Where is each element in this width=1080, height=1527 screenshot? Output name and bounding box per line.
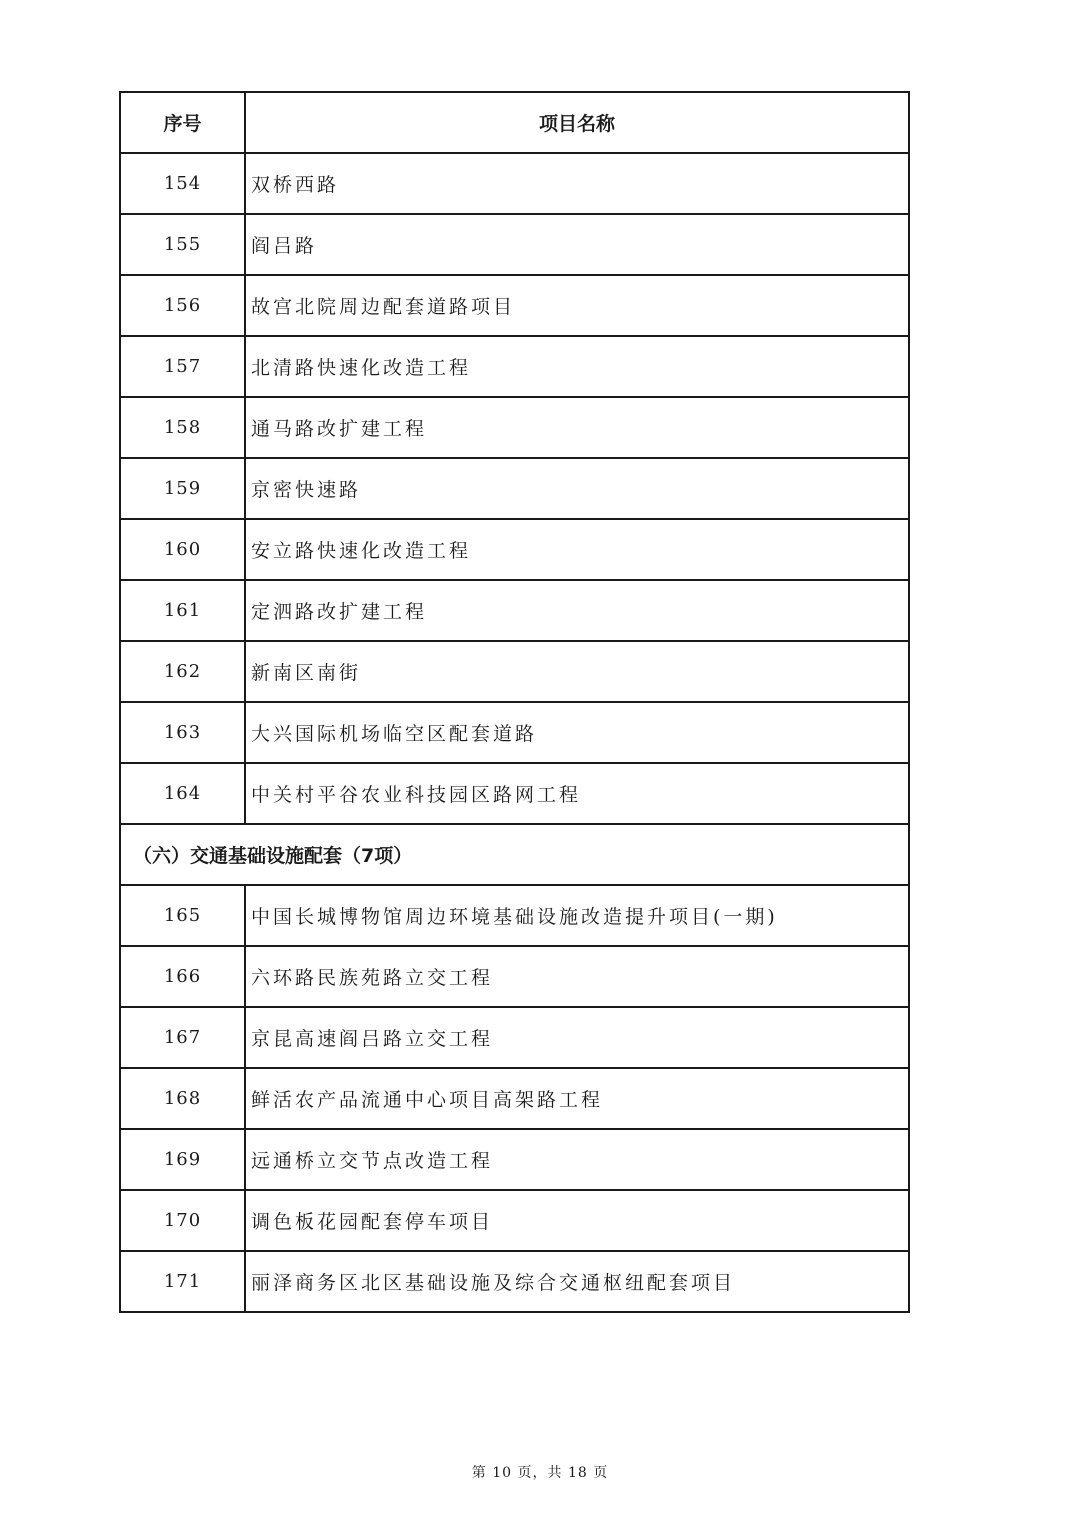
row-number: 163 — [120, 702, 245, 763]
row-project-name: 京昆高速阎吕路立交工程 — [245, 1007, 909, 1068]
table-row — [120, 580, 909, 641]
table-row — [120, 1129, 909, 1190]
header-project-name: 项目名称 — [245, 92, 909, 153]
row-number: 154 — [120, 153, 245, 214]
table-body-after-section — [120, 885, 909, 1312]
table-row — [120, 885, 909, 946]
table-row — [120, 458, 909, 519]
row-number: 165 — [120, 885, 245, 946]
table-row — [120, 1251, 909, 1312]
table-row — [120, 336, 909, 397]
row-project-name: 调色板花园配套停车项目 — [245, 1190, 909, 1251]
table-row — [120, 397, 909, 458]
row-number: 156 — [120, 275, 245, 336]
row-project-name: 丽泽商务区北区基础设施及综合交通枢纽配套项目 — [245, 1251, 909, 1312]
row-number: 166 — [120, 946, 245, 1007]
header-number: 序号 — [120, 92, 245, 153]
table-row — [120, 702, 909, 763]
row-project-name: 阎吕路 — [245, 214, 909, 275]
row-project-name: 远通桥立交节点改造工程 — [245, 1129, 909, 1190]
row-project-name: 通马路改扩建工程 — [245, 397, 909, 458]
row-project-name: 中国长城博物馆周边环境基础设施改造提升项目(一期) — [245, 885, 909, 946]
section-row — [120, 824, 909, 885]
table-row — [120, 1068, 909, 1129]
row-project-name: 新南区南街 — [245, 641, 909, 702]
table-header-row — [120, 92, 909, 153]
row-project-name: 京密快速路 — [245, 458, 909, 519]
row-project-name: 鲜活农产品流通中心项目高架路工程 — [245, 1068, 909, 1129]
table-body-before-section — [120, 153, 909, 824]
row-project-name: 安立路快速化改造工程 — [245, 519, 909, 580]
table-row — [120, 1190, 909, 1251]
row-number: 164 — [120, 763, 245, 824]
row-project-name: 北清路快速化改造工程 — [245, 336, 909, 397]
row-project-name: 定泗路改扩建工程 — [245, 580, 909, 641]
table-row — [120, 153, 909, 214]
row-number: 158 — [120, 397, 245, 458]
table-row — [120, 214, 909, 275]
row-number: 159 — [120, 458, 245, 519]
row-number: 167 — [120, 1007, 245, 1068]
row-number: 170 — [120, 1190, 245, 1251]
project-table — [119, 91, 910, 1313]
row-number: 169 — [120, 1129, 245, 1190]
table-row — [120, 519, 909, 580]
row-number: 161 — [120, 580, 245, 641]
page-footer: 第 10 页，共 18 页 — [471, 1465, 609, 1481]
row-project-name: 大兴国际机场临空区配套道路 — [245, 702, 909, 763]
row-number: 157 — [120, 336, 245, 397]
section-title: （六）交通基础设施配套（7项） — [120, 824, 909, 885]
row-project-name: 中关村平谷农业科技园区路网工程 — [245, 763, 909, 824]
row-project-name: 故宫北院周边配套道路项目 — [245, 275, 909, 336]
row-number: 168 — [120, 1068, 245, 1129]
table-row — [120, 275, 909, 336]
table-row — [120, 946, 909, 1007]
row-number: 162 — [120, 641, 245, 702]
table-row — [120, 763, 909, 824]
row-number: 160 — [120, 519, 245, 580]
row-project-name: 六环路民族苑路立交工程 — [245, 946, 909, 1007]
section-header-group — [120, 824, 909, 885]
row-project-name: 双桥西路 — [245, 153, 909, 214]
row-number: 171 — [120, 1251, 245, 1312]
row-number: 155 — [120, 214, 245, 275]
table-row — [120, 641, 909, 702]
table-row — [120, 1007, 909, 1068]
